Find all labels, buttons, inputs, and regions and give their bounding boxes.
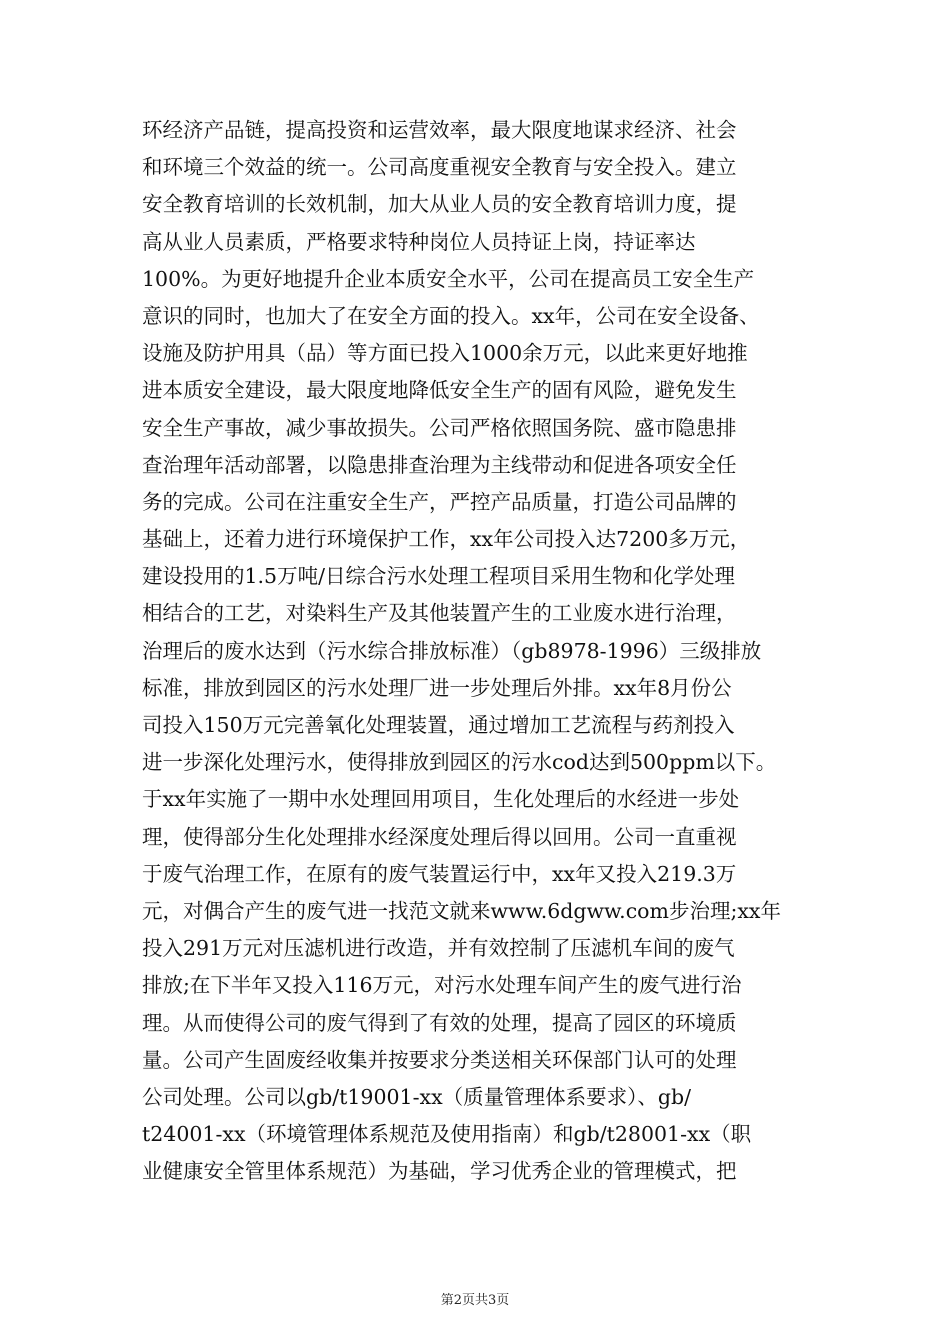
text-line: 建设投用的1.5万吨/日综合污水处理工程项目采用生物和化学处理 <box>142 564 736 589</box>
text-line: 和环境三个效益的统一。公司高度重视安全教育与安全投入。建立 <box>142 155 737 180</box>
text-line: 于xx年实施了一期中水处理回用项目，生化处理后的水经进一步处 <box>142 787 740 812</box>
text-line: t24001-xx（环境管理体系规范及使用指南）和gb/t28001-xx（职 <box>142 1122 752 1147</box>
text-line: 100%。为更好地提升企业本质安全水平，公司在提高员工安全生产 <box>142 266 755 291</box>
text-line: 理，使得部分生化处理排水经深度处理后得以回用。公司一直重视 <box>142 824 737 849</box>
text-line: 高从业人员素质，严格要求特种岗位人员持证上岗，持证率达 <box>142 229 696 254</box>
text-line: 安全生产事故，减少事故损失。公司严格依照国务院、盛市隐患排 <box>142 415 737 440</box>
text-line: 进本质安全建设，最大限度地降低安全生产的固有风险，避免发生 <box>142 378 737 403</box>
text-line: 量。公司产生固废经收集并按要求分类送相关环保部门认可的处理 <box>142 1047 737 1072</box>
text-line: 业健康安全管里体系规范）为基础，学习优秀企业的管理模式，把 <box>142 1159 737 1184</box>
text-line: 投入291万元对压滤机进行改造，并有效控制了压滤机车间的废气 <box>142 936 735 961</box>
text-line: 司投入150万元完善氧化处理装置，通过增加工艺流程与药剂投入 <box>142 713 735 737</box>
text-line: 元，对偶合产生的废气进一找范文就来www.6dgww.com步治理;xx年 <box>142 898 781 923</box>
text-line: 基础上，还着力进行环境保护工作，xx年公司投入达7200多万元， <box>142 527 751 552</box>
text-line: 设施及防护用具（品）等方面已投入1000余万元，以此来更好地推 <box>142 341 748 366</box>
text-line: 公司处理。公司以gb/t19001-xx（质量管理体系要求）、gb/ <box>142 1084 692 1109</box>
text-line: 标准，排放到园区的污水处理厂进一步处理后外排。xx年8月份公 <box>142 675 732 700</box>
text-line: 环经济产品链，提高投资和运营效率，最大限度地谋求经济、社会 <box>142 118 737 142</box>
page-number: 第2页共3页 <box>440 1293 510 1308</box>
text-line: 理。从而使得公司的废气得到了有效的处理，提高了园区的环境质 <box>142 1010 737 1035</box>
text-line: 排放;在下半年又投入116万元，对污水处理车间产生的废气进行治 <box>142 973 742 998</box>
text-line: 意识的同时，也加大了在安全方面的投入。xx年，公司在安全设备、 <box>142 303 760 328</box>
text-line: 相结合的工艺，对染料生产及其他装置产生的工业废水进行治理， <box>142 601 737 626</box>
text-line: 于废气治理工作，在原有的废气装置运行中，xx年又投入219.3万 <box>142 861 737 886</box>
text-line: 治理后的废水达到（污水综合排放标准）（gb8978-1996）三级排放 <box>142 638 762 663</box>
text-line: 查治理年活动部署，以隐患排查治理为主线带动和促进各项安全任 <box>142 452 737 477</box>
text-line: 进一步深化处理污水，使得排放到园区的污水cod达到500ppm以下。 <box>142 750 777 775</box>
text-line: 务的完成。公司在注重安全生产，严控产品质量，打造公司品牌的 <box>142 489 737 514</box>
text-line: 安全教育培训的长效机制，加大从业人员的安全教育培训力度，提 <box>142 192 737 217</box>
body-text <box>142 112 810 1190</box>
